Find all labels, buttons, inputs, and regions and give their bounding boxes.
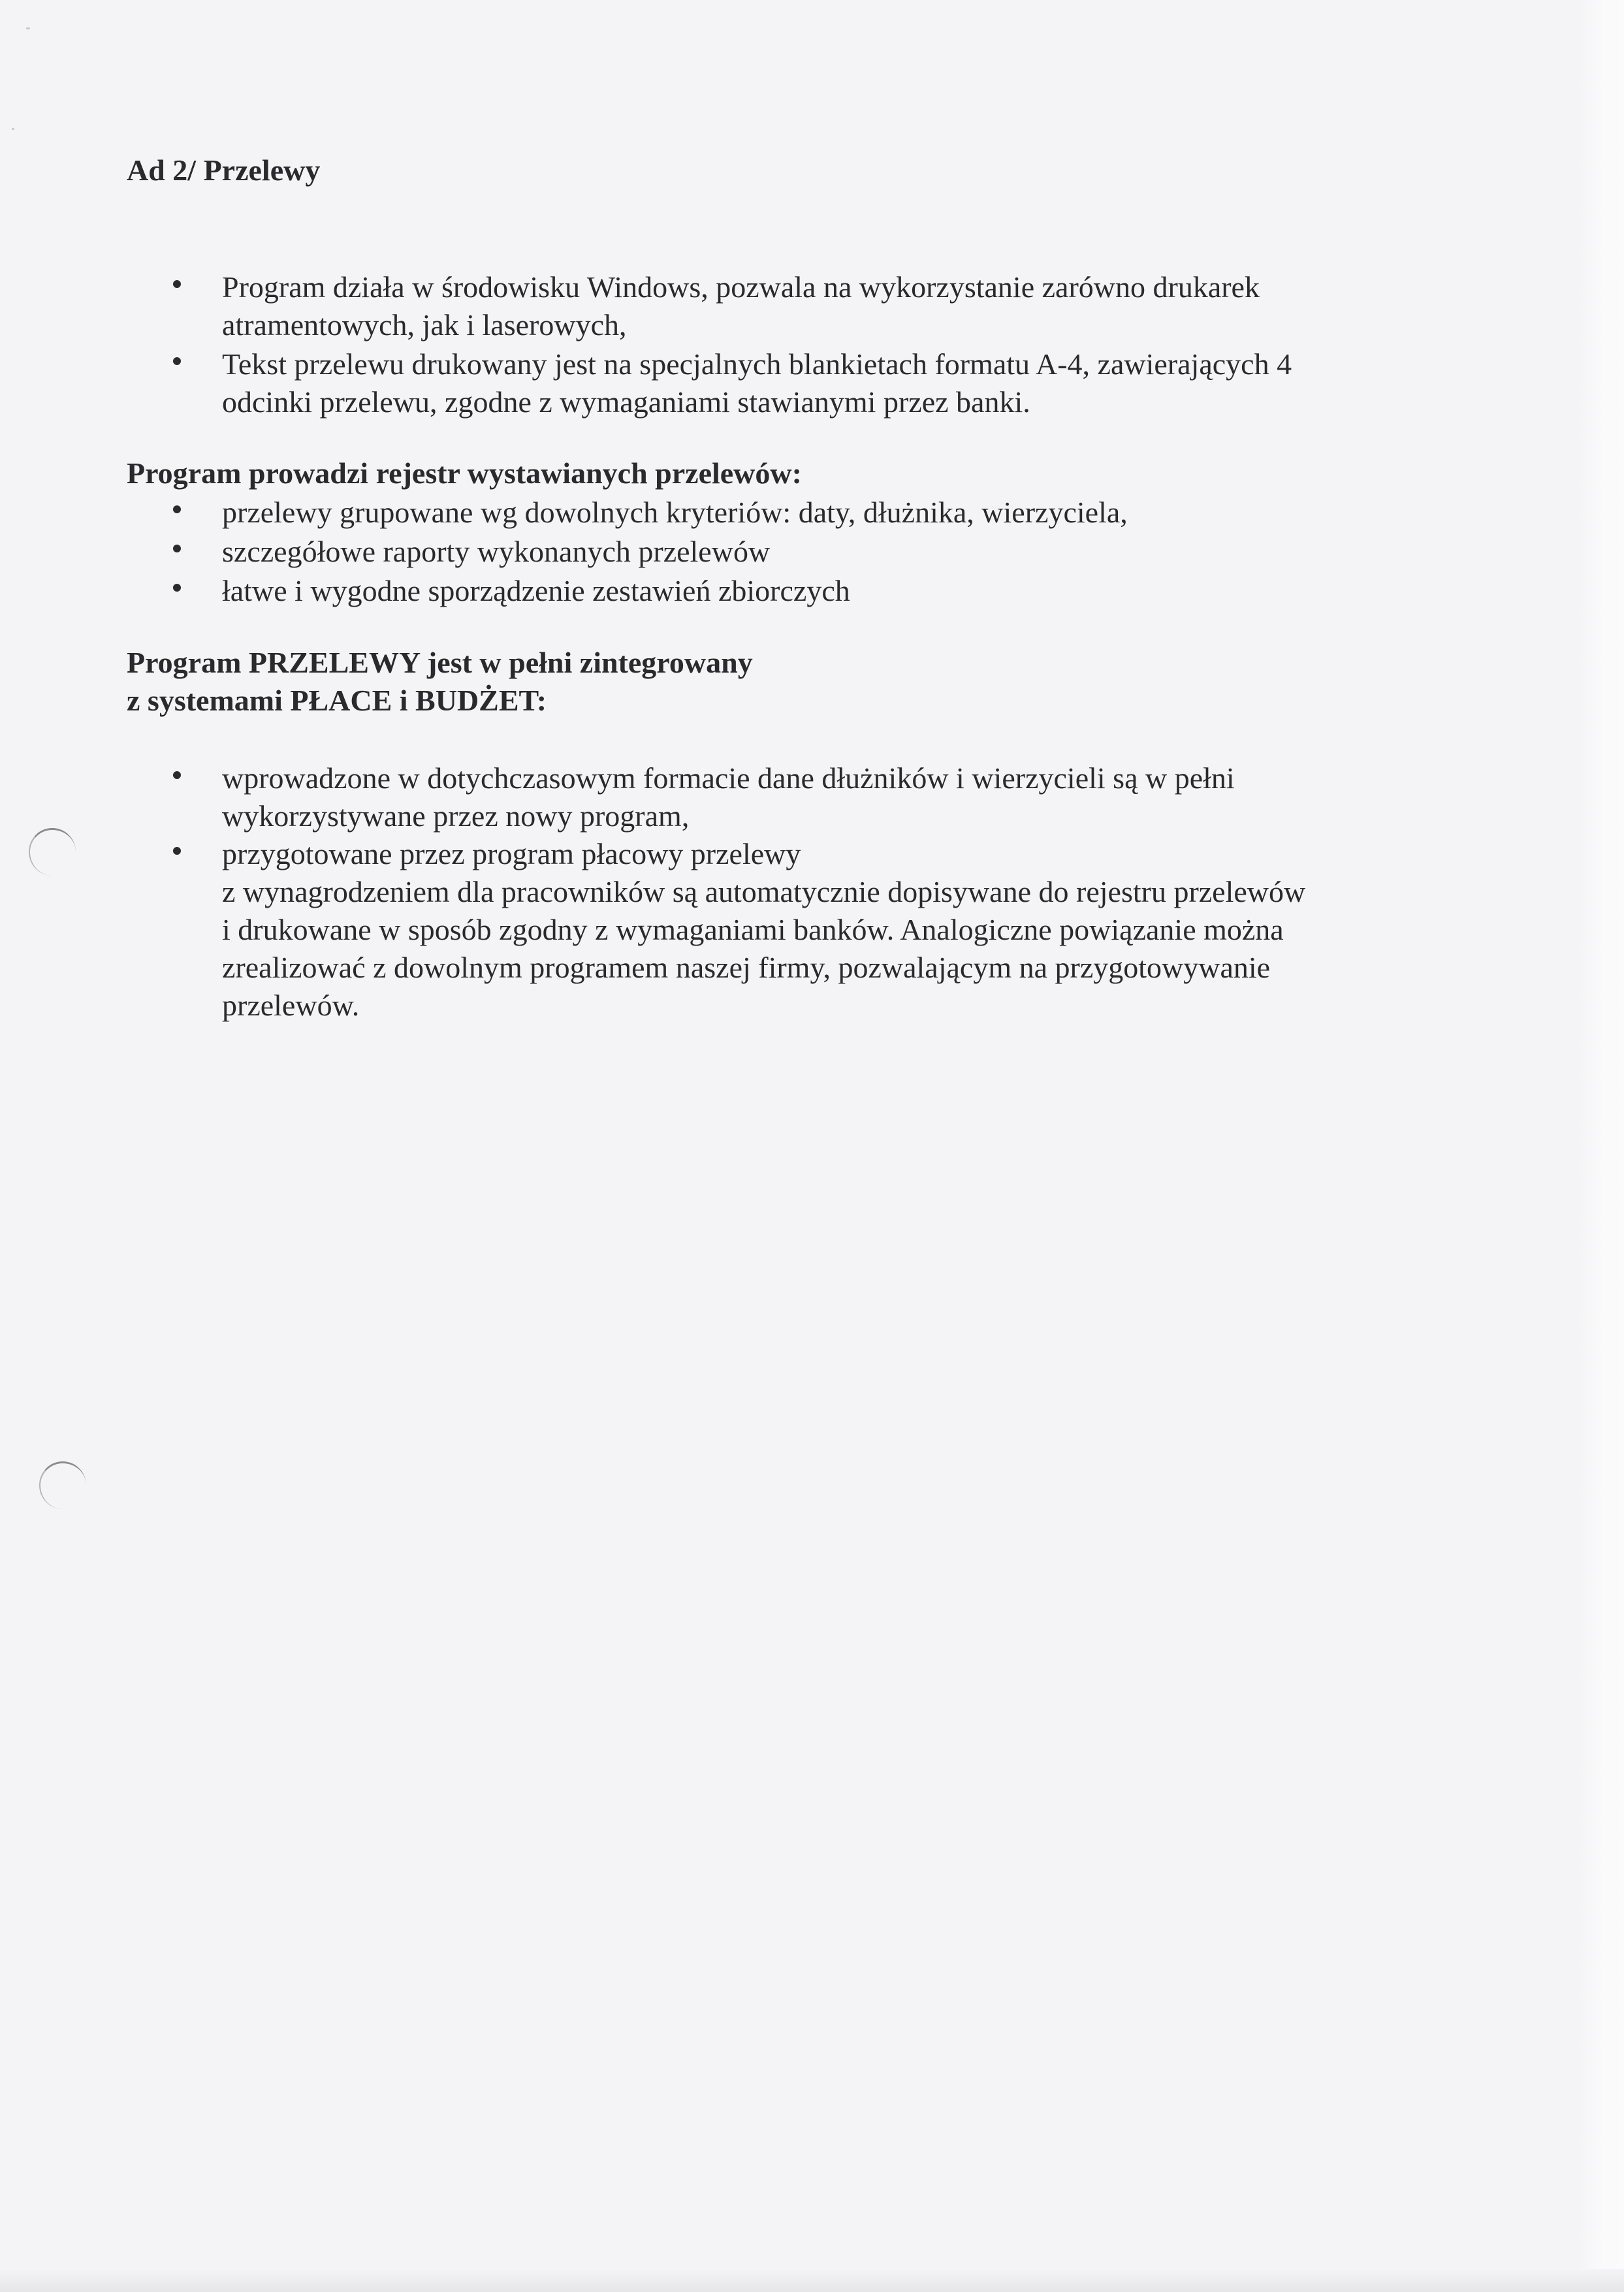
bullet-dot [173, 771, 181, 779]
register-bullet-3: łatwe i wygodne sporządzenie zestawień zbiorczych [222, 574, 850, 607]
integration-bullet-2-line-1: przygotowane przez program płacowy przelewy [222, 837, 801, 870]
register-bullet-1: przelewy grupowane wg dowolnych kryteriów: daty, dłużnika, wierzyciela, [222, 496, 1128, 529]
integration-bullet-2-line-4: zrealizować z dowolnym programem naszej firmy, pozwalającym na przygotowywanie [222, 951, 1271, 984]
integration-bullet-1-line-1: wprowadzone w dotychczasowym formacie dane dłużników i wierzycieli są w pełni [222, 761, 1235, 795]
punch-hole-mark [29, 828, 76, 876]
intro-bullet-2-line-1: Tekst przelewu drukowany jest na specjalnych blankietach formatu A-4, zawierających 4 [222, 347, 1292, 381]
intro-bullet-2-line-2: odcinki przelewu, zgodne z wymaganiami stawianymi przez banki. [222, 385, 1030, 419]
integration-heading-line-2: z systemami PŁACE i BUDŻET: [127, 684, 547, 717]
intro-bullet-1-line-1: Program działa w środowisku Windows, pozwala na wykorzystanie zarówno drukarek [222, 270, 1260, 304]
scan-speck [12, 128, 14, 130]
punch-hole-mark [39, 1461, 86, 1509]
integration-bullet-2-line-5: przelewów. [222, 989, 360, 1022]
register-section-heading: Program prowadzi rejestr wystawianych przelewów: [127, 456, 802, 490]
intro-bullet-1-line-2: atramentowych, jak i laserowych, [222, 308, 627, 342]
bullet-dot [173, 545, 181, 552]
integration-bullet-2-line-2: z wynagrodzeniem dla pracowników są automatycznie dopisywane do rejestru przelewów [222, 875, 1306, 908]
register-bullet-2: szczegółowe raporty wykonanych przelewów [222, 535, 771, 568]
bullet-dot [173, 505, 181, 513]
bullet-dot [173, 584, 181, 592]
bullet-dot [173, 280, 181, 288]
bullet-dot [173, 847, 181, 855]
scan-speck [26, 27, 30, 29]
integration-heading-line-1: Program PRZELEWY jest w pełni zintegrowany [127, 646, 753, 679]
page-right-margin-shade [1578, 0, 1624, 2292]
integration-bullet-2-line-3: i drukowane w sposób zgodny z wymaganiami banków. Analogiczne powiązanie można [222, 913, 1284, 946]
bullet-dot [173, 357, 181, 365]
integration-bullet-1-line-2: wykorzystywane przez nowy program, [222, 799, 690, 833]
document-title: Ad 2/ Przelewy [127, 153, 321, 187]
page-bottom-edge [0, 2269, 1624, 2292]
